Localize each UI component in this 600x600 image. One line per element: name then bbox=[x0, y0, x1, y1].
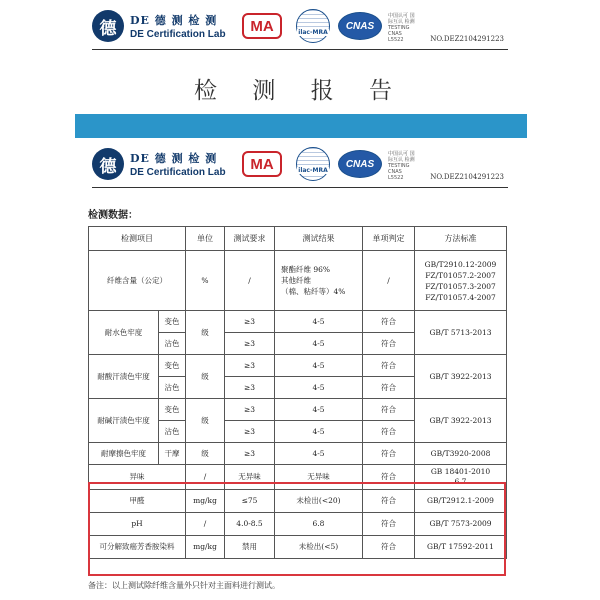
safety-req: 无异味 bbox=[225, 465, 275, 490]
table-row bbox=[89, 465, 507, 490]
fastness-judge: 符合 bbox=[363, 421, 415, 443]
fastness-sub: 沾色 bbox=[159, 377, 186, 399]
safety-judge: 符合 bbox=[363, 490, 415, 513]
safety-res: 未检出(<5) bbox=[275, 536, 363, 559]
composition-standard: GB/T2910.12-2009 FZ/T01057.2-2007 FZ/T01057.3-2007 FZ/T01057.4-2007 bbox=[415, 251, 507, 311]
fastness-res: 4-5 bbox=[275, 333, 363, 355]
fastness-req: ≥3 bbox=[225, 399, 275, 421]
org-name-cn: DE 德 测 检 测 bbox=[130, 152, 218, 165]
rubbing-unit: 级 bbox=[186, 443, 225, 465]
fastness-res: 4-5 bbox=[275, 421, 363, 443]
fastness-res: 4-5 bbox=[275, 377, 363, 399]
rubbing-res: 4-5 bbox=[275, 443, 363, 465]
report-number: NO.DEZ2104291223 bbox=[430, 173, 504, 181]
col-header-requirement: 测试要求 bbox=[225, 227, 275, 251]
de-logo-icon: 德 bbox=[92, 10, 124, 42]
fastness-judge: 符合 bbox=[363, 311, 415, 333]
col-header-result: 测试结果 bbox=[275, 227, 363, 251]
cma-seal-icon: MA bbox=[242, 13, 282, 39]
footnote: 备注：以上测试除纤维含量外只针对主面料进行测试。 bbox=[88, 581, 280, 590]
fastness-res: 4-5 bbox=[275, 311, 363, 333]
safety-unit: mg/kg bbox=[186, 490, 225, 513]
fastness-req: ≥3 bbox=[225, 355, 275, 377]
safety-unit: / bbox=[186, 513, 225, 536]
cnas-seal-icon: CNAS bbox=[338, 150, 382, 178]
fastness-std: GB/T 5713-2013 bbox=[415, 311, 507, 355]
safety-unit: mg/kg bbox=[186, 536, 225, 559]
fastness-res: 4-5 bbox=[275, 399, 363, 421]
rubbing-sub: 干摩 bbox=[159, 443, 186, 465]
col-header-item: 检测项目 bbox=[89, 227, 186, 251]
org-name-en: DE Certification Lab bbox=[130, 167, 226, 178]
table-row bbox=[89, 490, 507, 513]
cnas-caption: 中国认可 国际互认 检测 TESTING CNAS L5522 bbox=[388, 13, 415, 43]
fastness-item: 耐碱汗渍色牢度 bbox=[89, 399, 159, 443]
safety-req: 禁用 bbox=[225, 536, 275, 559]
table-header-row bbox=[89, 227, 507, 251]
safety-judge: 符合 bbox=[363, 536, 415, 559]
safety-unit: / bbox=[186, 465, 225, 490]
rubbing-judge: 符合 bbox=[363, 443, 415, 465]
col-header-standard: 方法标准 bbox=[415, 227, 507, 251]
fastness-unit: 级 bbox=[186, 311, 225, 355]
safety-req: ≤75 bbox=[225, 490, 275, 513]
fastness-sub: 变色 bbox=[159, 355, 186, 377]
composition-requirement: / bbox=[225, 251, 275, 311]
fastness-judge: 符合 bbox=[363, 399, 415, 421]
fastness-item: 耐酸汗渍色牢度 bbox=[89, 355, 159, 399]
cma-seal-icon: MA bbox=[242, 151, 282, 177]
table-row bbox=[89, 513, 507, 536]
safety-item: 异味 bbox=[89, 465, 186, 490]
fastness-unit: 级 bbox=[186, 399, 225, 443]
safety-req: 4.0-8.5 bbox=[225, 513, 275, 536]
test-data-table bbox=[88, 226, 507, 559]
ilac-mra-seal-icon: ilac-MRA bbox=[296, 147, 330, 181]
fastness-std: GB/T 3922-2013 bbox=[415, 399, 507, 443]
table-row bbox=[89, 399, 507, 421]
org-name-en: DE Certification Lab bbox=[130, 29, 226, 40]
rubbing-std: GB/T3920-2008 bbox=[415, 443, 507, 465]
safety-res: 未检出(<20) bbox=[275, 490, 363, 513]
report-header-second bbox=[92, 146, 508, 188]
composition-result: 聚酯纤维 96% 其他纤维 （棉、粘纤等）4% bbox=[275, 251, 363, 311]
fastness-judge: 符合 bbox=[363, 355, 415, 377]
composition-judgement: / bbox=[363, 251, 415, 311]
rubbing-req: ≥3 bbox=[225, 443, 275, 465]
fastness-req: ≥3 bbox=[225, 311, 275, 333]
de-logo-icon: 德 bbox=[92, 148, 124, 180]
col-header-unit: 单位 bbox=[186, 227, 225, 251]
table-row bbox=[89, 311, 507, 333]
safety-std: GB/T 7573-2009 bbox=[415, 513, 507, 536]
fastness-sub: 沾色 bbox=[159, 421, 186, 443]
safety-item: pH bbox=[89, 513, 186, 536]
org-name-cn: DE 德 测 检 测 bbox=[130, 14, 218, 27]
fastness-req: ≥3 bbox=[225, 333, 275, 355]
table-row bbox=[89, 251, 507, 311]
cnas-seal-icon: CNAS bbox=[338, 12, 382, 40]
fastness-sub: 变色 bbox=[159, 399, 186, 421]
table-row bbox=[89, 355, 507, 377]
rubbing-item: 耐摩擦色牢度 bbox=[89, 443, 159, 465]
col-header-judgement: 单项判定 bbox=[363, 227, 415, 251]
fastness-item: 耐水色牢度 bbox=[89, 311, 159, 355]
safety-std: GB/T 17592-2011 bbox=[415, 536, 507, 559]
safety-item: 甲醛 bbox=[89, 490, 186, 513]
page-title: 检 测 报 告 bbox=[194, 78, 406, 104]
fastness-req: ≥3 bbox=[225, 377, 275, 399]
safety-judge: 符合 bbox=[363, 513, 415, 536]
fastness-sub: 变色 bbox=[159, 311, 186, 333]
fastness-res: 4-5 bbox=[275, 355, 363, 377]
composition-unit: % bbox=[186, 251, 225, 311]
safety-item: 可分解致癌芳香胺染料 bbox=[89, 536, 186, 559]
fastness-req: ≥3 bbox=[225, 421, 275, 443]
fastness-judge: 符合 bbox=[363, 333, 415, 355]
fastness-sub: 沾色 bbox=[159, 333, 186, 355]
report-header-top bbox=[92, 8, 508, 50]
safety-std: GB/T2912.1-2009 bbox=[415, 490, 507, 513]
fastness-std: GB/T 3922-2013 bbox=[415, 355, 507, 399]
section-title: 检测数据： bbox=[88, 210, 138, 221]
safety-res: 无异味 bbox=[275, 465, 363, 490]
report-number: NO.DEZ2104291223 bbox=[430, 35, 504, 43]
table-row bbox=[89, 536, 507, 559]
ilac-mra-seal-icon: ilac-MRA bbox=[296, 9, 330, 43]
composition-label: 纤维含量（公定） bbox=[89, 251, 186, 311]
fastness-unit: 级 bbox=[186, 355, 225, 399]
safety-judge: 符合 bbox=[363, 465, 415, 490]
blue-divider-band bbox=[75, 114, 527, 138]
cnas-caption: 中国认可 国际互认 检测 TESTING CNAS L5522 bbox=[388, 151, 415, 181]
safety-res: 6.8 bbox=[275, 513, 363, 536]
fastness-judge: 符合 bbox=[363, 377, 415, 399]
safety-std: GB 18401-2010 6.7 bbox=[415, 465, 507, 490]
table-row bbox=[89, 443, 507, 465]
